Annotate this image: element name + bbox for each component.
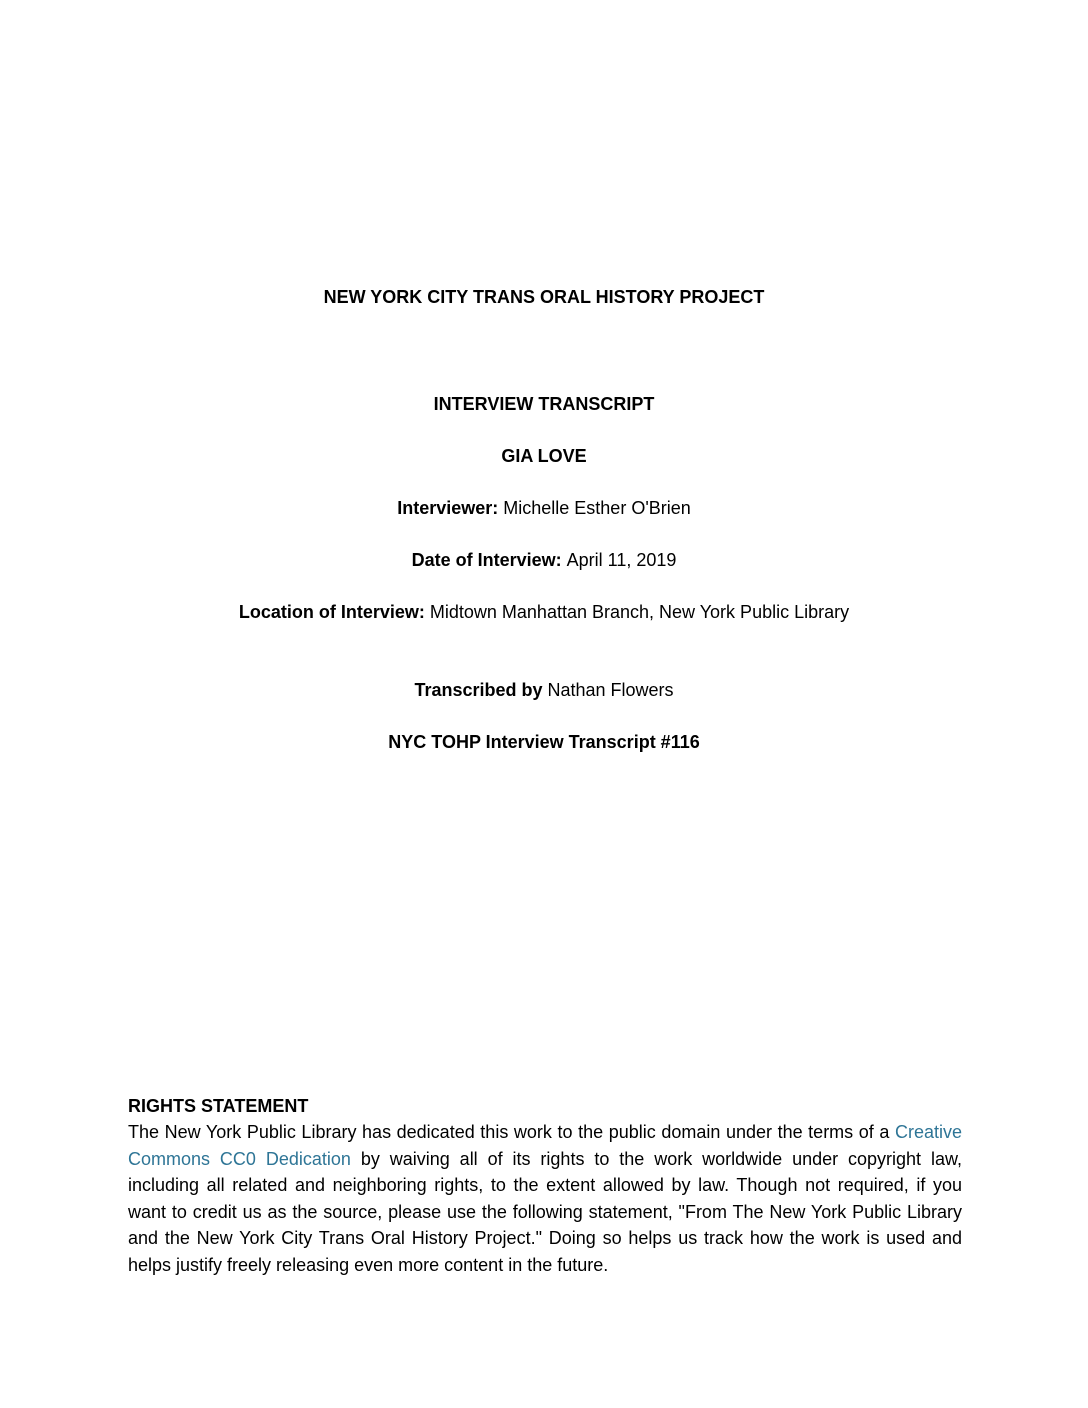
rights-text-after-link: by waiving all of its rights to the work worldwide under copyright law, including all related and neighboring rights, to the extent allowed by law. Though not required, if you want to credit us as the source, please use the following statement, "From The New York Public Library and the New York City Trans Oral History Project." Doing so helps us track how the work is used and helps justify freely releasing even more content in the future. <box>128 1148 962 1275</box>
transcribed-by-line <box>0 677 1088 703</box>
date-of-interview-value: April 11, 2019 <box>566 550 677 570</box>
transcribed-by-label: Transcribed by <box>414 680 548 700</box>
interviewee-name: GIA LOVE <box>501 446 587 466</box>
interviewer-value: Michelle Esther O'Brien <box>503 498 691 518</box>
interviewer-line <box>0 495 1088 521</box>
date-of-interview-label: Date of Interview: <box>411 550 567 570</box>
rights-statement-heading: RIGHTS STATEMENT <box>128 1096 309 1116</box>
location-of-interview-line <box>0 599 1088 625</box>
transcript-number: NYC TOHP Interview Transcript #116 <box>388 732 700 752</box>
document-subtitle: INTERVIEW TRANSCRIPT <box>433 394 655 414</box>
interviewer-label: Interviewer: <box>397 498 504 518</box>
rights-statement-paragraph <box>128 1119 962 1278</box>
location-of-interview-value: Midtown Manhattan Branch, New York Public Library <box>429 602 850 622</box>
date-of-interview-line <box>0 547 1088 573</box>
rights-text-before-link: The New York Public Library has dedicated this work to the public domain under the terms of a <box>128 1122 895 1142</box>
cc0-dedication-link[interactable]: Creative Commons CC0 Dedication <box>128 1122 962 1169</box>
page-title: NEW YORK CITY TRANS ORAL HISTORY PROJECT <box>323 287 765 307</box>
location-of-interview-label: Location of Interview: <box>238 602 430 622</box>
transcribed-by-value: Nathan Flowers <box>547 680 674 700</box>
